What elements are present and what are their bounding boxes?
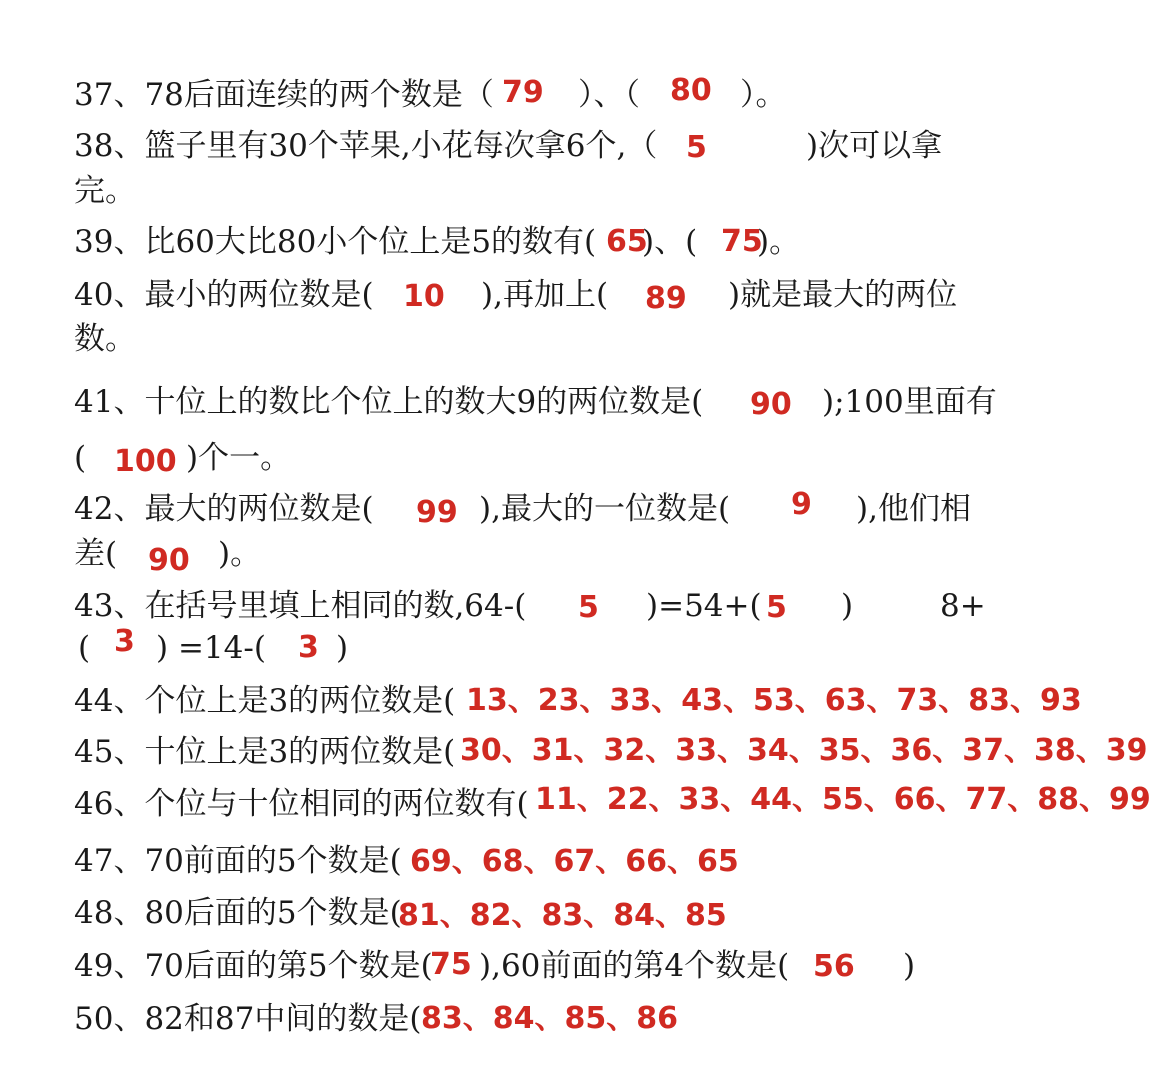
q50-text-1: 50、82和87中间的数是( <box>74 1001 422 1037</box>
q39-text-3: )。 <box>757 224 801 260</box>
q43-text-4: 8+ <box>940 588 986 624</box>
q42-text-1: 42、最大的两位数是( <box>74 491 374 527</box>
q45-answer-1: 30、31、32、33、34、35、36、37、38、39 <box>460 733 1148 768</box>
q43-answer-4: 3 <box>298 630 319 665</box>
q44-text-1: 44、个位上是3的两位数是( <box>74 683 456 719</box>
q41-answer-1: 90 <box>750 387 792 422</box>
q46-answer-1: 11、22、33、44、55、66、77、88、99 <box>535 782 1151 817</box>
q50-answer-1: 83、84、85、86 <box>421 1001 678 1036</box>
q49-answer-2: 56 <box>813 949 855 984</box>
q42-text-5: )。 <box>218 536 262 572</box>
q40-text-2: ),再加上( <box>481 277 609 313</box>
q40-text-3: )就是最大的两位 <box>728 277 958 313</box>
q40-text-1: 40、最小的两位数是( <box>74 277 374 313</box>
q38-text-1: 38、篮子里有30个苹果,小花每次拿6个,（ <box>74 128 658 164</box>
q40-answer-2: 89 <box>645 281 687 316</box>
q42-answer-1: 99 <box>416 495 458 530</box>
q47-answer-1: 69、68、67、66、65 <box>410 844 739 879</box>
q42-answer-3: 90 <box>148 543 190 578</box>
q37-answer-1: 79 <box>502 75 544 110</box>
q49-text-2: ),60前面的第4个数是( <box>479 948 790 984</box>
q38-answer-1: 5 <box>686 130 707 165</box>
q44-answer-1: 13、23、33、43、53、63、73、83、93 <box>466 683 1082 718</box>
q41-answer-2: 100 <box>114 444 177 479</box>
q45-text-1: 45、十位上是3的两位数是( <box>74 734 456 770</box>
q39-text-2: )、( <box>642 224 698 260</box>
q42-answer-2: 9 <box>791 487 812 522</box>
q40-answer-1: 10 <box>403 279 445 314</box>
q42-text-4: 差( <box>74 536 118 572</box>
q38-text-3: 完。 <box>74 173 136 209</box>
q43-text-5: ( <box>78 630 91 666</box>
q37-text-2: ）、（ <box>578 77 640 113</box>
q37-text-3: ）。 <box>740 77 787 113</box>
q43-text-1: 43、在括号里填上相同的数,64-( <box>74 588 527 624</box>
q43-text-2: )=54+( <box>646 588 762 624</box>
q39-text-1: 39、比60大比80小个位上是5的数有( <box>74 224 597 260</box>
q41-text-2: );100里面有 <box>822 384 997 420</box>
q43-answer-2: 5 <box>766 590 787 625</box>
q38-text-2: )次可以拿 <box>806 128 943 164</box>
q42-text-2: ),最大的一位数是( <box>479 491 731 527</box>
q43-text-3: ) <box>841 588 854 624</box>
q42-text-3: ),他们相 <box>856 491 971 527</box>
q43-text-7: ) <box>336 630 349 666</box>
q39-answer-1: 65 <box>606 224 648 259</box>
q49-text-1: 49、70后面的第5个数是( <box>74 948 433 984</box>
q49-answer-1: 75 <box>430 947 472 982</box>
q43-answer-3: 3 <box>114 624 135 659</box>
q43-text-6: ) =14-( <box>156 630 266 666</box>
q48-text-1: 48、80后面的5个数是( <box>74 895 402 931</box>
q43-answer-1: 5 <box>578 590 599 625</box>
q49-text-3: ) <box>903 948 916 984</box>
q37-answer-2: 80 <box>670 73 712 108</box>
q41-text-3: ( <box>74 440 87 476</box>
q41-text-4: )个一。 <box>186 440 292 476</box>
q39-answer-2: 75 <box>721 224 763 259</box>
q40-text-4: 数。 <box>74 321 136 357</box>
q47-text-1: 47、70前面的5个数是( <box>74 843 402 879</box>
q41-text-1: 41、十位上的数比个位上的数大9的两位数是( <box>74 384 704 420</box>
q37-text-1: 37、78后面连续的两个数是（ <box>74 77 494 113</box>
q48-answer-1: 81、82、83、84、85 <box>398 898 727 933</box>
q46-text-1: 46、个位与十位相同的两位数有( <box>74 786 529 822</box>
